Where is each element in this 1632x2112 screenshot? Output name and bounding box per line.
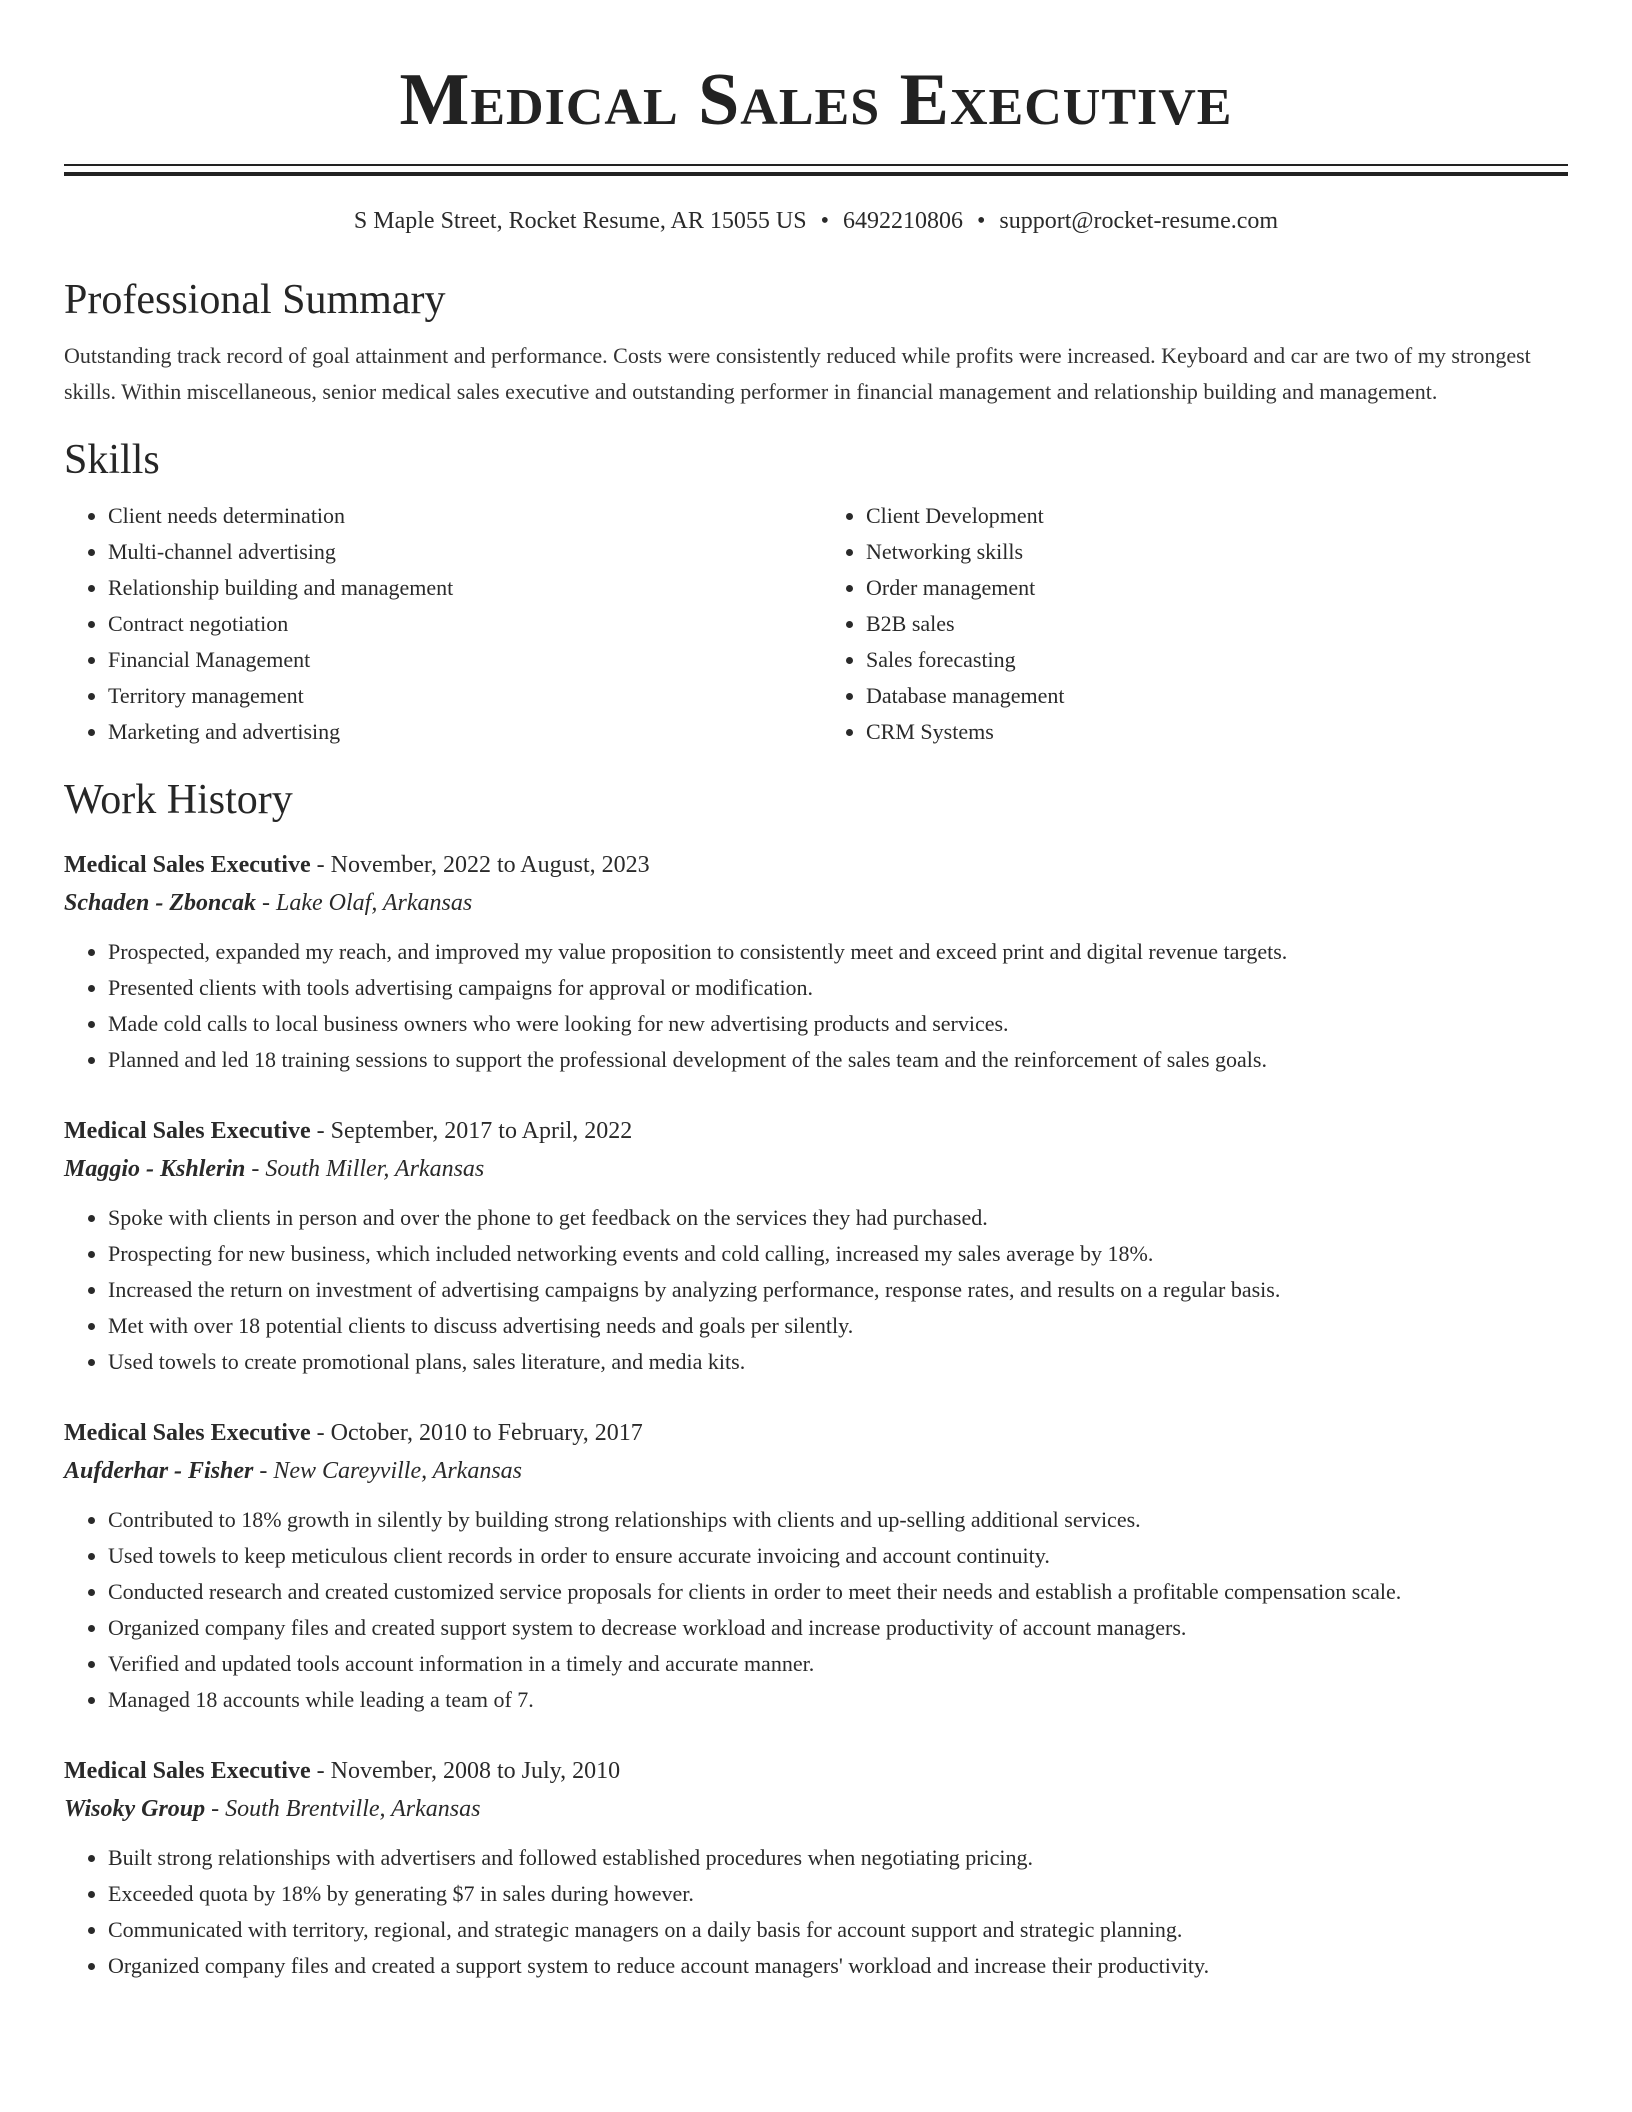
job-bullet: • Met with over 18 potential clients to discuss advertising needs and goals per silently. bbox=[108, 1308, 1568, 1344]
job-heading bbox=[64, 846, 1568, 884]
job-bullet: • Contributed to 18% growth in silently by building strong relationships with clients and up-selling additional services. bbox=[108, 1502, 1568, 1538]
job-company-line bbox=[64, 1452, 1568, 1490]
job-location: - South Brentville, Arkansas bbox=[205, 1796, 481, 1822]
contact-phone: 6492210806 bbox=[842, 208, 963, 234]
job-bullet: • Prospected, expanded my reach, and improved my value proposition to consistently meet and exceed print and digital revenue targets. bbox=[108, 934, 1568, 970]
job-title: Medical Sales Executive bbox=[64, 1420, 311, 1446]
job-heading bbox=[64, 1112, 1568, 1150]
job-bullet: • Used towels to keep meticulous client records in order to ensure accurate invoicing and account continuity. bbox=[108, 1538, 1568, 1574]
skill-item: • Database management bbox=[866, 678, 1566, 714]
job-bullet: • Built strong relationships with advertisers and followed established procedures when negotiating pricing. bbox=[108, 1840, 1568, 1876]
skill-item: • Client Development bbox=[866, 498, 1566, 534]
resume-name-title: Medical Sales Executive bbox=[399, 59, 1233, 141]
section-title-skills: Skills bbox=[64, 437, 160, 483]
job-heading bbox=[64, 1752, 1568, 1790]
skill-item: • CRM Systems bbox=[866, 714, 1566, 750]
skill-item: • Client needs determination bbox=[108, 498, 808, 534]
job-bullet: • Conducted research and created customized service proposals for clients in order to meet their needs and establish a profitable compensation scale. bbox=[108, 1574, 1568, 1610]
job-title: Medical Sales Executive bbox=[64, 1118, 311, 1144]
job-title: Medical Sales Executive bbox=[64, 1758, 311, 1784]
job-bullet: • Organized company files and created support system to decrease workload and increase productivity of account managers. bbox=[108, 1610, 1568, 1646]
job-dates: - November, 2022 to August, 2023 bbox=[310, 852, 650, 878]
job-company: Aufderhar - Fisher bbox=[64, 1458, 254, 1484]
section-title-work-history: Work History bbox=[64, 777, 293, 823]
job-bullet: • Prospecting for new business, which included networking events and cold calling, increased my sales average by 18%. bbox=[108, 1236, 1568, 1272]
job-bullets bbox=[64, 1502, 1568, 1718]
job-location: - South Miller, Arkansas bbox=[245, 1156, 485, 1182]
job-bullet: • Verified and updated tools account information in a timely and accurate manner. bbox=[108, 1646, 1568, 1682]
header-double-rule bbox=[64, 164, 1568, 176]
job-bullets bbox=[64, 1200, 1568, 1380]
job-bullet: • Made cold calls to local business owners who were looking for new advertising products and services. bbox=[108, 1006, 1568, 1042]
job-location: - Lake Olaf, Arkansas bbox=[256, 890, 473, 916]
skill-item: • Order management bbox=[866, 570, 1566, 606]
resume-page bbox=[64, 0, 1568, 1984]
job-bullets bbox=[64, 1840, 1568, 1984]
job-bullet: • Used towels to create promotional plans, sales literature, and media kits. bbox=[108, 1344, 1568, 1380]
skill-item: • Multi-channel advertising bbox=[108, 534, 808, 570]
job-dates: - September, 2017 to April, 2022 bbox=[310, 1118, 633, 1144]
skill-item: • Marketing and advertising bbox=[108, 714, 808, 750]
contact-line bbox=[64, 206, 1568, 236]
summary-text: Outstanding track record of goal attainment and performance. Costs were consistently reduced while profits were increased. Keyboard and car are two of my strongest skills. Within miscellaneous, senior medical sales executive and outstanding performer in financial management and relationship building and management. bbox=[64, 343, 1531, 404]
job-company-line bbox=[64, 1790, 1568, 1828]
contact-separator: • bbox=[976, 208, 986, 234]
section-title-summary: Professional Summary bbox=[64, 277, 446, 323]
job-bullet: • Presented clients with tools advertising campaigns for approval or modification. bbox=[108, 970, 1568, 1006]
job-bullet: • Increased the return on investment of advertising campaigns by analyzing performance, response rates, and results on a regular basis. bbox=[108, 1272, 1568, 1308]
job-bullet: • Organized company files and created a support system to reduce account managers' workload and increase their productivity. bbox=[108, 1948, 1568, 1984]
job-company: Maggio - Kshlerin bbox=[64, 1156, 246, 1182]
job-dates: - October, 2010 to February, 2017 bbox=[310, 1420, 643, 1446]
contact-email: support@rocket-resume.com bbox=[999, 208, 1279, 234]
job-bullet: • Communicated with territory, regional, and strategic managers on a daily basis for account support and strategic planning. bbox=[108, 1912, 1568, 1948]
job-company: Wisoky Group bbox=[64, 1796, 206, 1822]
job-entry bbox=[64, 846, 1568, 1078]
skill-item: • B2B sales bbox=[866, 606, 1566, 642]
skill-item: • Financial Management bbox=[108, 642, 808, 678]
job-bullets bbox=[64, 934, 1568, 1078]
skills-columns bbox=[64, 498, 1568, 750]
job-bullet: • Spoke with clients in person and over the phone to get feedback on the services they had purchased. bbox=[108, 1200, 1568, 1236]
job-title: Medical Sales Executive bbox=[64, 852, 311, 878]
skill-item: • Relationship building and management bbox=[108, 570, 808, 606]
job-entry bbox=[64, 1112, 1568, 1380]
job-company: Schaden - Zboncak bbox=[64, 890, 256, 916]
job-entry bbox=[64, 1414, 1568, 1718]
job-heading bbox=[64, 1414, 1568, 1452]
job-bullet: • Planned and led 18 training sessions to support the professional development of the sales team and the reinforcement of sales goals. bbox=[108, 1042, 1568, 1078]
skill-item: • Networking skills bbox=[866, 534, 1566, 570]
job-dates: - November, 2008 to July, 2010 bbox=[310, 1758, 621, 1784]
skill-item: • Sales forecasting bbox=[866, 642, 1566, 678]
skills-list-right bbox=[808, 498, 1566, 750]
contact-separator: • bbox=[820, 208, 829, 234]
job-company-line bbox=[64, 884, 1568, 922]
job-company-line bbox=[64, 1150, 1568, 1188]
skills-list-left bbox=[64, 498, 808, 750]
skill-item: • Territory management bbox=[108, 678, 808, 714]
job-bullet: • Exceeded quota by 18% by generating $7 in sales during however. bbox=[108, 1876, 1568, 1912]
job-location: - New Careyville, Arkansas bbox=[253, 1458, 523, 1484]
job-bullet: • Managed 18 accounts while leading a team of 7. bbox=[108, 1682, 1568, 1718]
contact-address: S Maple Street, Rocket Resume, AR 15055 US bbox=[353, 208, 807, 234]
job-entry bbox=[64, 1752, 1568, 1984]
skill-item: • Contract negotiation bbox=[108, 606, 808, 642]
